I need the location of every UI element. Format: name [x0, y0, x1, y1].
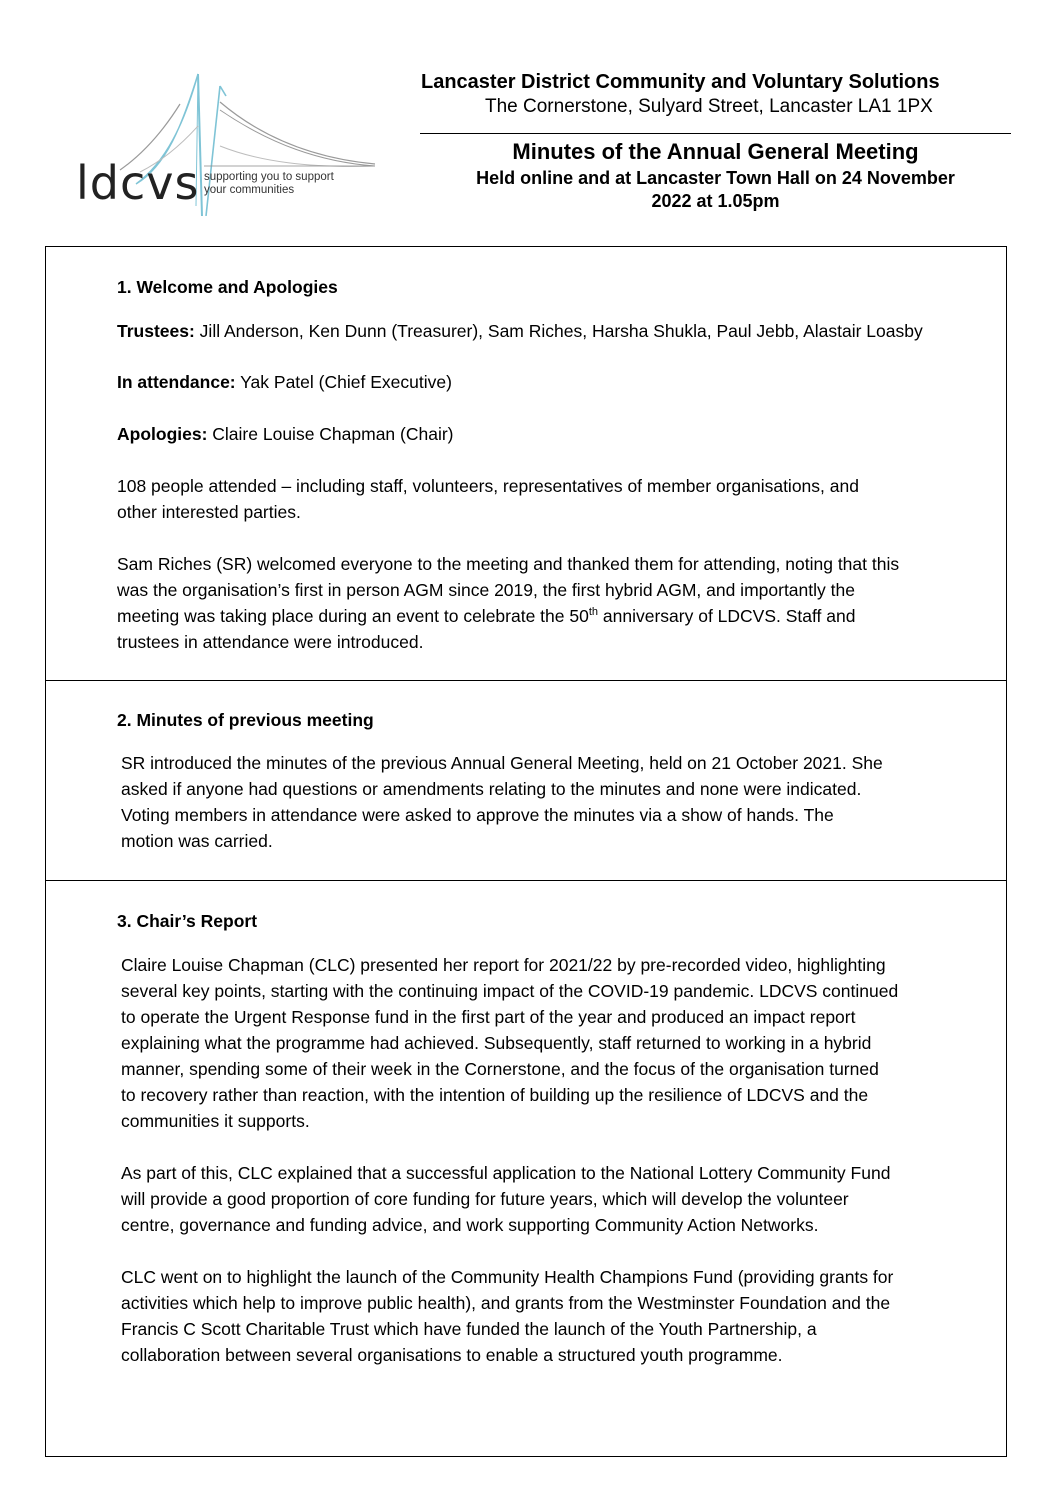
paragraph-line: Francis C Scott Charitable Trust which have funded the launch of the Youth Partnership, a [121, 1319, 817, 1339]
paragraph-line: Sam Riches (SR) welcomed everyone to the meeting and thanked them for attending, noting that this [117, 554, 900, 574]
header-divider [420, 133, 1011, 134]
subtitle-line: 2022 at 1.05pm [651, 191, 780, 211]
paragraph-line: explaining what the programme had achieved. Subsequently, staff returned to working in a hybrid [121, 1033, 872, 1053]
chairs-report-paragraph-3 [121, 1264, 1011, 1368]
paragraph-line: was the organisation’s first in person AGM since 2019, the first hybrid AGM, and importantly the [117, 580, 855, 600]
welcome-paragraph [117, 551, 1007, 655]
attendance-count-paragraph [117, 473, 1007, 525]
trustees-value: Jill Anderson, Ken Dunn (Treasurer), Sam Riches, Harsha Shukla, Paul Jebb, Alastair Loasby [194, 321, 923, 341]
paragraph-line: centre, governance and funding advice, and work supporting Community Action Networks. [121, 1215, 819, 1235]
section-heading: 2. Minutes of previous meeting [117, 710, 374, 730]
document-subtitle [420, 167, 1011, 213]
paragraph-line: to recovery rather than reaction, with the intention of building up the resilience of LDCVS and the [121, 1085, 869, 1105]
tagline-line: your communities [204, 184, 295, 196]
section-heading: 1. Welcome and Apologies [117, 277, 338, 297]
previous-minutes-paragraph [121, 750, 1011, 854]
ldcvs-logo [70, 66, 390, 216]
ordinal-suffix: th [588, 606, 599, 618]
text-run: anniversary of LDCVS. Staff and [598, 606, 856, 626]
apologies-value: Claire Louise Chapman (Chair) [207, 424, 454, 444]
chairs-report-paragraph-1 [121, 952, 1011, 1134]
paragraph-line: collaboration between several organisations to enable a structured youth programme. [121, 1345, 783, 1365]
paragraph-line: Voting members in attendance were asked to approve the minutes via a show of hands. The [121, 805, 834, 825]
document-title: Minutes of the Annual General Meeting [512, 139, 919, 164]
trustees-label: Trustees: [117, 321, 195, 341]
attendance-label: In attendance: [117, 372, 236, 392]
organisation-name: Lancaster District Community and Voluntary Solutions [421, 71, 940, 93]
tagline-line: supporting you to support [204, 171, 334, 183]
organisation-address: The Cornerstone, Sulyard Street, Lancaster LA1 1PX [485, 96, 933, 117]
paragraph-line: several key points, starting with the continuing impact of the COVID-19 pandemic. LDCVS continued [121, 981, 899, 1001]
section-welcome-apologies [45, 246, 1007, 681]
paragraph-line: CLC went on to highlight the launch of the Community Health Champions Fund (providing grants for [121, 1267, 894, 1287]
paragraph-line: will provide a good proportion of core funding for future years, which will develop the volunteer [121, 1189, 849, 1209]
subtitle-line: Held online and at Lancaster Town Hall on 24 November [476, 168, 955, 188]
logo-tagline [204, 171, 334, 197]
chairs-report-paragraph-2 [121, 1160, 1011, 1238]
section-heading: 3. Chair’s Report [117, 911, 258, 931]
paragraph-line: to operate the Urgent Response fund in the first part of the year and produced an impact report [121, 1007, 856, 1027]
apologies-line [117, 421, 1007, 447]
paragraph-line: Claire Louise Chapman (CLC) presented her report for 2021/22 by pre-recorded video, highlighting [121, 955, 886, 975]
text-run: meeting was taking place during an event to celebrate the 50 [117, 606, 589, 626]
section-previous-minutes [45, 680, 1007, 881]
paragraph-line: asked if anyone had questions or amendments relating to the minutes and none were indicated. [121, 779, 862, 799]
paragraph-line: communities it supports. [121, 1111, 310, 1131]
paragraph-line: manner, spending some of their week in the Cornerstone, and the focus of the organisation turned [121, 1059, 879, 1079]
paragraph-line: 108 people attended – including staff, volunteers, representatives of member organisations, and [117, 476, 859, 496]
trustees-line [117, 318, 1007, 344]
paragraph-line: motion was carried. [121, 831, 273, 851]
paragraph-line: activities which help to improve public health), and grants from the Westminster Foundation and the [121, 1293, 891, 1313]
apologies-label: Apologies: [117, 424, 208, 444]
paragraph-line: SR introduced the minutes of the previous Annual General Meeting, held on 21 October 2021. She [121, 753, 883, 773]
paragraph-line: trustees in attendance were introduced. [117, 632, 424, 652]
paragraph-line: As part of this, CLC explained that a successful application to the National Lottery Community Fund [121, 1163, 891, 1183]
attendance-line [117, 369, 1007, 395]
logo-wordmark: ldcvs [76, 156, 200, 210]
paragraph-line [117, 603, 1007, 629]
attendance-value: Yak Patel (Chief Executive) [235, 372, 452, 392]
paragraph-line: other interested parties. [117, 502, 301, 522]
section-chairs-report [45, 880, 1007, 1457]
